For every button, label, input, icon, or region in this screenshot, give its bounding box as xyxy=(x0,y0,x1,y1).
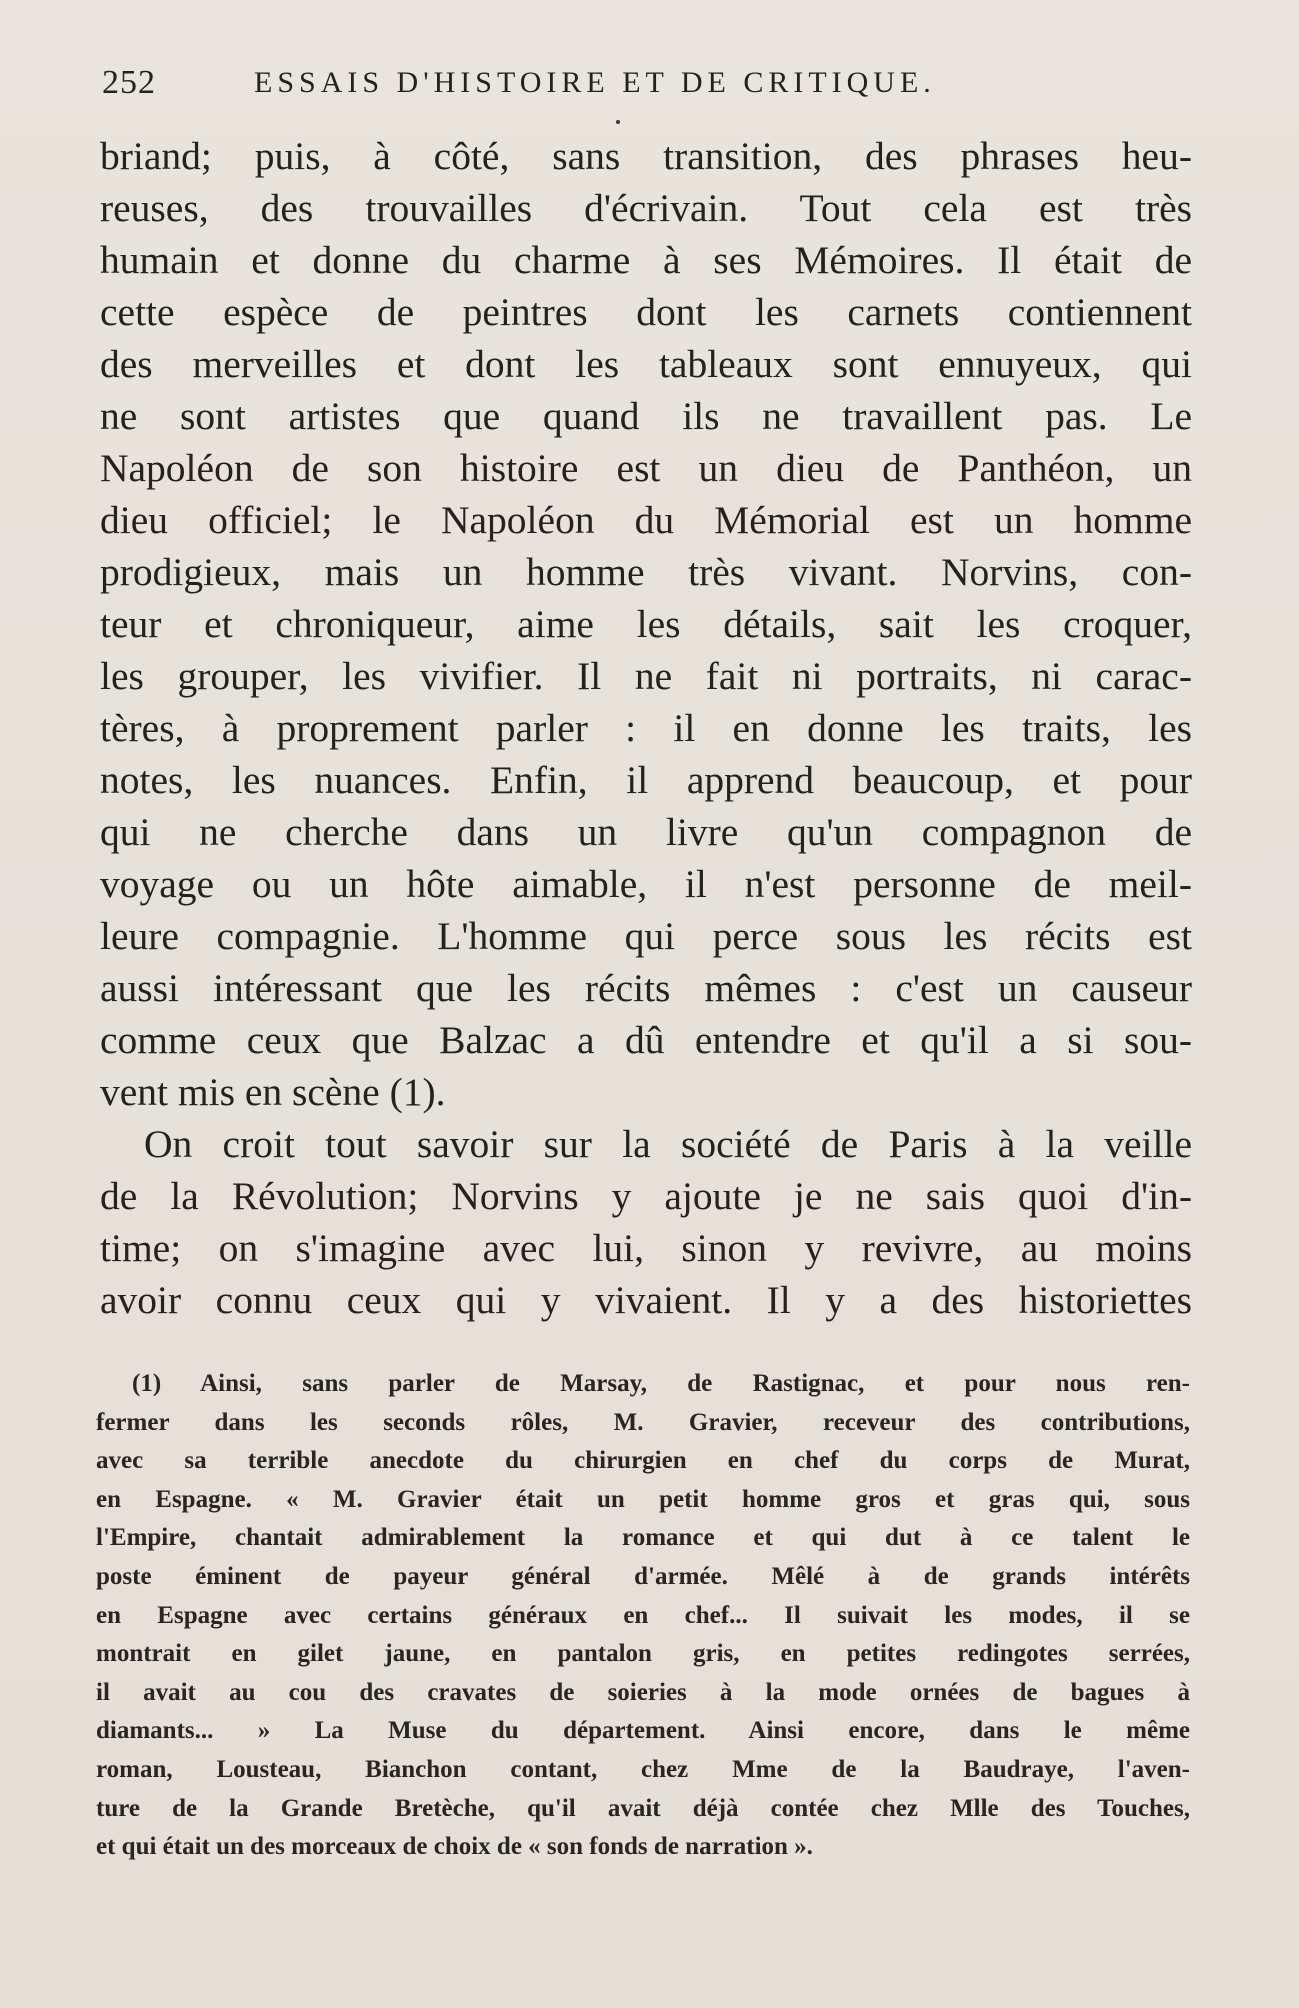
text-line: prodigieux, mais un homme très vivant. Norvins, con- xyxy=(100,550,1192,594)
text-line: notes, les nuances. Enfin, il apprend beaucoup, et pour xyxy=(100,758,1192,802)
footnote-block xyxy=(96,1365,1190,1867)
text-line: briand; puis, à côté, sans transition, des phrases heu- xyxy=(100,134,1192,178)
footnote-line: roman, Lousteau, Bianchon contant, chez Mme de la Baudraye, l'aven- xyxy=(96,1755,1190,1783)
text-line: teur et chroniqueur, aime les détails, sait les croquer, xyxy=(100,602,1192,646)
text-line: avoir connu ceux qui y vivaient. Il y a des historiettes xyxy=(100,1278,1192,1322)
footnote-line: avec sa terrible anecdote du chirurgien en chef du corps de Murat, xyxy=(96,1447,1190,1475)
running-title: ESSAIS D'HISTOIRE ET DE CRITIQUE. xyxy=(254,66,936,99)
text-line: ne sont artistes que quand ils ne travaillent pas. Le xyxy=(100,394,1192,438)
text-line: leure compagnie. L'homme qui perce sous les récits est xyxy=(100,914,1192,958)
text-line: vent mis en scène (1). xyxy=(100,1070,446,1114)
footnote-line: diamants... » La Muse du département. Ainsi encore, dans le même xyxy=(96,1717,1190,1745)
footnote-line: (1) Ainsi, sans parler de Marsay, de Rastignac, et pour nous ren- xyxy=(132,1370,1190,1397)
text-line: humain et donne du charme à ses Mémoires. Il était de xyxy=(100,238,1192,282)
text-line: aussi intéressant que les récits mêmes : c'est un causeur xyxy=(100,966,1192,1010)
footnote-line: ture de la Grande Bretèche, qu'il avait déjà contée chez Mlle des Touches, xyxy=(96,1794,1190,1822)
footnote-line: et qui était un des morceaux de choix de « son fonds de narration ». xyxy=(96,1833,813,1861)
page-header xyxy=(102,64,1192,114)
text-line: cette espèce de peintres dont les carnets contiennent xyxy=(100,290,1192,334)
text-line: dieu officiel; le Napoléon du Mémorial est un homme xyxy=(100,498,1192,542)
text-line: des merveilles et dont les tableaux sont ennuyeux, qui xyxy=(100,342,1192,386)
text-line: de la Révolution; Norvins y ajoute je ne sais quoi d'in- xyxy=(100,1174,1192,1218)
text-line: comme ceux que Balzac a dû entendre et qu'il a si sou- xyxy=(100,1018,1192,1062)
text-line: tères, à proprement parler : il en donne les traits, les xyxy=(100,706,1192,750)
text-line: qui ne cherche dans un livre qu'un compagnon de xyxy=(100,810,1192,854)
text-line: voyage ou un hôte aimable, il n'est personne de meil- xyxy=(100,862,1192,906)
print-speck xyxy=(616,120,620,124)
text-line: Napoléon de son histoire est un dieu de Panthéon, un xyxy=(100,446,1192,490)
footnote-line: montrait en gilet jaune, en pantalon gris, en petites redingotes serrées, xyxy=(96,1640,1190,1668)
text-line: time; on s'imagine avec lui, sinon y revivre, au moins xyxy=(100,1226,1192,1270)
page-number: 252 xyxy=(102,64,156,101)
footnote-line: en Espagne. « M. Gravier était un petit homme gros et gras qui, sous xyxy=(96,1485,1190,1513)
text-line: reuses, des trouvailles d'écrivain. Tout cela est très xyxy=(100,186,1192,230)
footnote-line: poste éminent de payeur général d'armée. Mêlé à de grands intérêts xyxy=(96,1562,1190,1590)
footnote-line: fermer dans les seconds rôles, M. Gravier, receveur des contributions, xyxy=(96,1408,1190,1436)
main-text xyxy=(100,130,1192,1326)
footnote-line: en Espagne avec certains généraux en chef... Il suivait les modes, il se xyxy=(96,1601,1190,1629)
text-line: On croit tout savoir sur la société de Paris à la veille xyxy=(144,1122,1192,1166)
footnote-line: il avait au cou des cravates de soieries à la mode ornées de bagues à xyxy=(96,1678,1190,1706)
footnote-line: l'Empire, chantait admirablement la romance et qui dut à ce talent le xyxy=(96,1524,1190,1552)
text-line: les grouper, les vivifier. Il ne fait ni portraits, ni carac- xyxy=(100,654,1192,698)
